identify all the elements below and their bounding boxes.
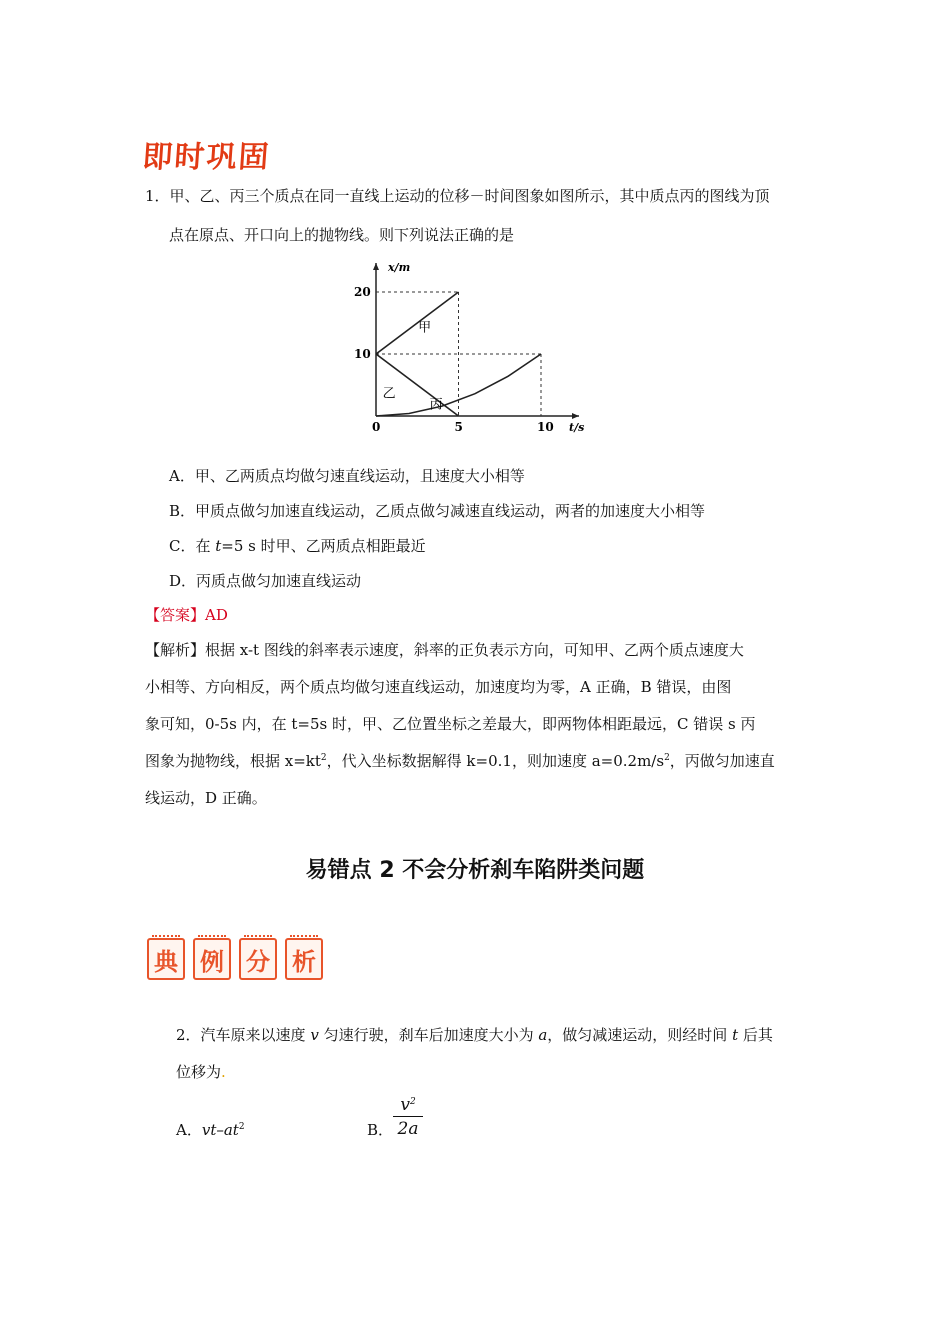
answer-value: AD: [205, 606, 228, 624]
xt-chart: [346, 255, 596, 435]
stamp-char-2: 例: [193, 938, 231, 980]
question2-option-a: [176, 1120, 245, 1140]
x-axis-label: t/s: [569, 421, 585, 434]
fraction-num-var: v: [400, 1095, 410, 1115]
q2-part-c: ，做匀减速运动，则经时间: [547, 1026, 733, 1044]
fraction-numerator: [393, 1095, 423, 1117]
q2-opt-a-label: A．: [176, 1121, 202, 1139]
explanation-line4-a: 图象为抛物线，根据 x=kt: [145, 752, 321, 770]
series-line-2: [376, 354, 459, 416]
y-axis-label: x/m: [388, 261, 411, 274]
q2-var-v: v: [310, 1026, 319, 1044]
series-label-1: 甲: [418, 320, 432, 336]
answer-tag: 【答案】: [145, 606, 206, 624]
question2-text-line2: [176, 1062, 226, 1082]
x-axis-arrow: [572, 413, 579, 419]
q2-line2-mark: .: [221, 1063, 226, 1081]
y-axis-arrow: [373, 263, 379, 270]
option-c-prefix: C．在: [169, 537, 216, 555]
fraction-denominator: 2a: [397, 1119, 419, 1139]
question1-option-b: B．甲质点做匀加速直线运动，乙质点做匀减速直线运动，两者的加速度大小相等: [169, 502, 706, 520]
option-c-suffix: =5 s 时甲、乙两质点相距最近: [221, 537, 426, 555]
explanation-line4: [145, 751, 810, 771]
q2-opt-a-expr: vt–at: [201, 1121, 239, 1139]
question2-option-b-fraction: [393, 1095, 423, 1139]
stamp-char-4: 析: [285, 938, 323, 980]
explanation-line4-sup2: 2: [664, 753, 670, 763]
q2-part-b: 匀速行驶，刹车后加速度大小为: [318, 1026, 539, 1044]
q2-part-a: 2．汽车原来以速度: [176, 1026, 311, 1044]
explanation-text: 根据 x-t 图线的斜率表示速度，斜率的正负表示方向，可知甲、乙两个质点速度大: [205, 641, 744, 659]
stamp-char-3: 分: [239, 938, 277, 980]
y-tick-label: 20: [354, 285, 371, 299]
explanation-line4-c: ，丙做匀加速直: [669, 752, 775, 770]
question2-text-line1: [176, 1025, 773, 1045]
option-c-var: t: [215, 537, 222, 555]
question1-text-line1: 1．甲、乙、丙三个质点在同一直线上运动的位移－时间图象如图所示，其中质点丙的图线为顶: [145, 187, 770, 205]
question1-text-line2: 点在原点、开口向上的抛物线。则下列说法正确的是: [169, 226, 515, 244]
x-tick-label: 0: [372, 420, 381, 434]
q2-var-t: t: [732, 1026, 739, 1044]
example-analysis-banner: [147, 938, 323, 980]
q2-opt-a-sup: 2: [238, 1122, 245, 1132]
series-label-3: 丙: [429, 397, 443, 413]
y-tick-label: 10: [354, 347, 371, 361]
explanation-line4-b: ，代入坐标数据解得 k=0.1，则加速度 a=0.2m/s: [326, 752, 665, 770]
section-heading: 易错点 2 不会分析刹车陷阱类问题: [305, 858, 645, 883]
x-tick-label: 5: [454, 420, 463, 434]
explanation-line5: 线运动，D 正确。: [145, 789, 267, 807]
q2-part-d: 后其: [738, 1026, 773, 1044]
q2-line2-text: 位移为: [176, 1063, 222, 1081]
question2-option-b-label: B．: [367, 1121, 394, 1139]
series-label-2: 乙: [382, 386, 396, 402]
q2-var-a: a: [538, 1026, 548, 1044]
answer-line: [145, 605, 228, 625]
explanation-line1: [145, 640, 810, 660]
xt-chart-svg: [346, 255, 596, 435]
explanation-line4-sup1: 2: [320, 753, 327, 763]
x-tick-label: 10: [537, 420, 554, 434]
question1-option-c: [169, 536, 426, 556]
explanation-line2: 小相等、方向相反，两个质点均做匀速直线运动，加速度均为零，A 正确，B 错误，由图: [145, 678, 732, 696]
explanation-tag: 【解析】: [145, 641, 206, 659]
question1-option-d: D．丙质点做匀加速直线运动: [169, 572, 362, 590]
question1-option-a: A．甲、乙两质点均做匀速直线运动，且速度大小相等: [169, 467, 525, 485]
explanation-line3: 象可知，0-5s 内，在 t=5s 时，甲、乙位置坐标之差最大，即两物体相距最远，C 错误 s 丙: [145, 715, 756, 733]
section-banner-title: 即时巩固: [141, 140, 272, 175]
stamp-char-1: 典: [147, 938, 185, 980]
fraction-num-sup: 2: [409, 1097, 416, 1107]
